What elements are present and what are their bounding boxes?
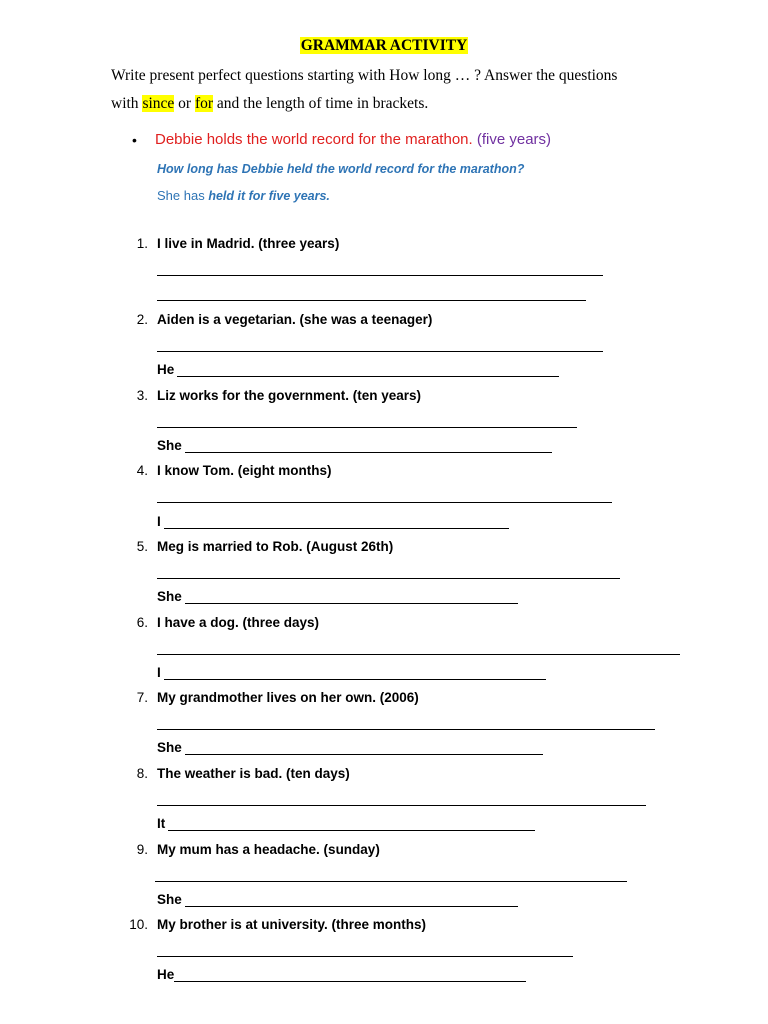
- answer-line[interactable]: I: [157, 514, 509, 529]
- answer-line[interactable]: She: [157, 740, 543, 755]
- bullet-icon: •: [132, 132, 137, 148]
- question-line[interactable]: [157, 943, 573, 957]
- worksheet-title: GRAMMAR ACTIVITY: [300, 37, 468, 54]
- item-number: 9.: [136, 842, 148, 857]
- answer-line[interactable]: She: [157, 589, 518, 604]
- item-number: 4.: [136, 463, 148, 478]
- answer-line[interactable]: He: [157, 362, 559, 377]
- item-prompt: My grandmother lives on her own. (2006): [157, 690, 419, 705]
- item-number: 7.: [136, 690, 148, 705]
- example-answer: She has held it for five years.: [157, 188, 330, 203]
- example-question: How long has Debbie held the world record for the marathon?: [157, 162, 525, 176]
- item-number: 6.: [136, 615, 148, 630]
- question-line[interactable]: [157, 641, 680, 655]
- item-prompt: I have a dog. (three days): [157, 615, 320, 630]
- item-number: 2.: [136, 312, 148, 327]
- item-prompt: The weather is bad. (ten days): [157, 766, 350, 781]
- item-number: 3.: [136, 388, 148, 403]
- item-prompt: I know Tom. (eight months): [157, 463, 332, 478]
- question-line[interactable]: [157, 565, 620, 579]
- since-highlight: since: [142, 95, 175, 112]
- item-prompt: I live in Madrid. (three years): [157, 236, 340, 251]
- item-prompt: Meg is married to Rob. (August 26th): [157, 539, 394, 554]
- question-line[interactable]: [155, 868, 627, 882]
- item-number: 8.: [136, 766, 148, 781]
- example-sentence: Debbie holds the world record for the marathon. (five years): [155, 131, 552, 148]
- answer-line[interactable]: It: [157, 816, 535, 831]
- item-number: 1.: [136, 236, 148, 251]
- question-line[interactable]: [157, 716, 655, 730]
- question-line[interactable]: [157, 792, 646, 806]
- item-prompt: Aiden is a vegetarian. (she was a teenager): [157, 312, 433, 327]
- item-prompt: My mum has a headache. (sunday): [157, 842, 380, 857]
- answer-line[interactable]: I: [157, 665, 546, 680]
- answer-line[interactable]: She: [157, 892, 518, 907]
- answer-line[interactable]: He: [157, 967, 526, 982]
- item-prompt: Liz works for the government. (ten years): [157, 388, 422, 403]
- item-prompt: My brother is at university. (three months): [157, 917, 427, 932]
- answer-line[interactable]: She: [157, 438, 552, 453]
- question-line[interactable]: [157, 338, 603, 352]
- question-line[interactable]: [157, 414, 577, 428]
- instructions-line-2: with since or for and the length of time in brackets.: [111, 95, 429, 112]
- question-line[interactable]: [157, 262, 603, 276]
- example-hint: (five years): [476, 131, 552, 148]
- item-number: 5.: [136, 539, 148, 554]
- item-number: 10.: [129, 917, 148, 932]
- for-highlight: for: [194, 95, 214, 112]
- question-line[interactable]: [157, 489, 612, 503]
- answer-line[interactable]: [157, 287, 586, 301]
- instructions-line-1: Write present perfect questions starting with How long … ? Answer the questions: [111, 67, 618, 84]
